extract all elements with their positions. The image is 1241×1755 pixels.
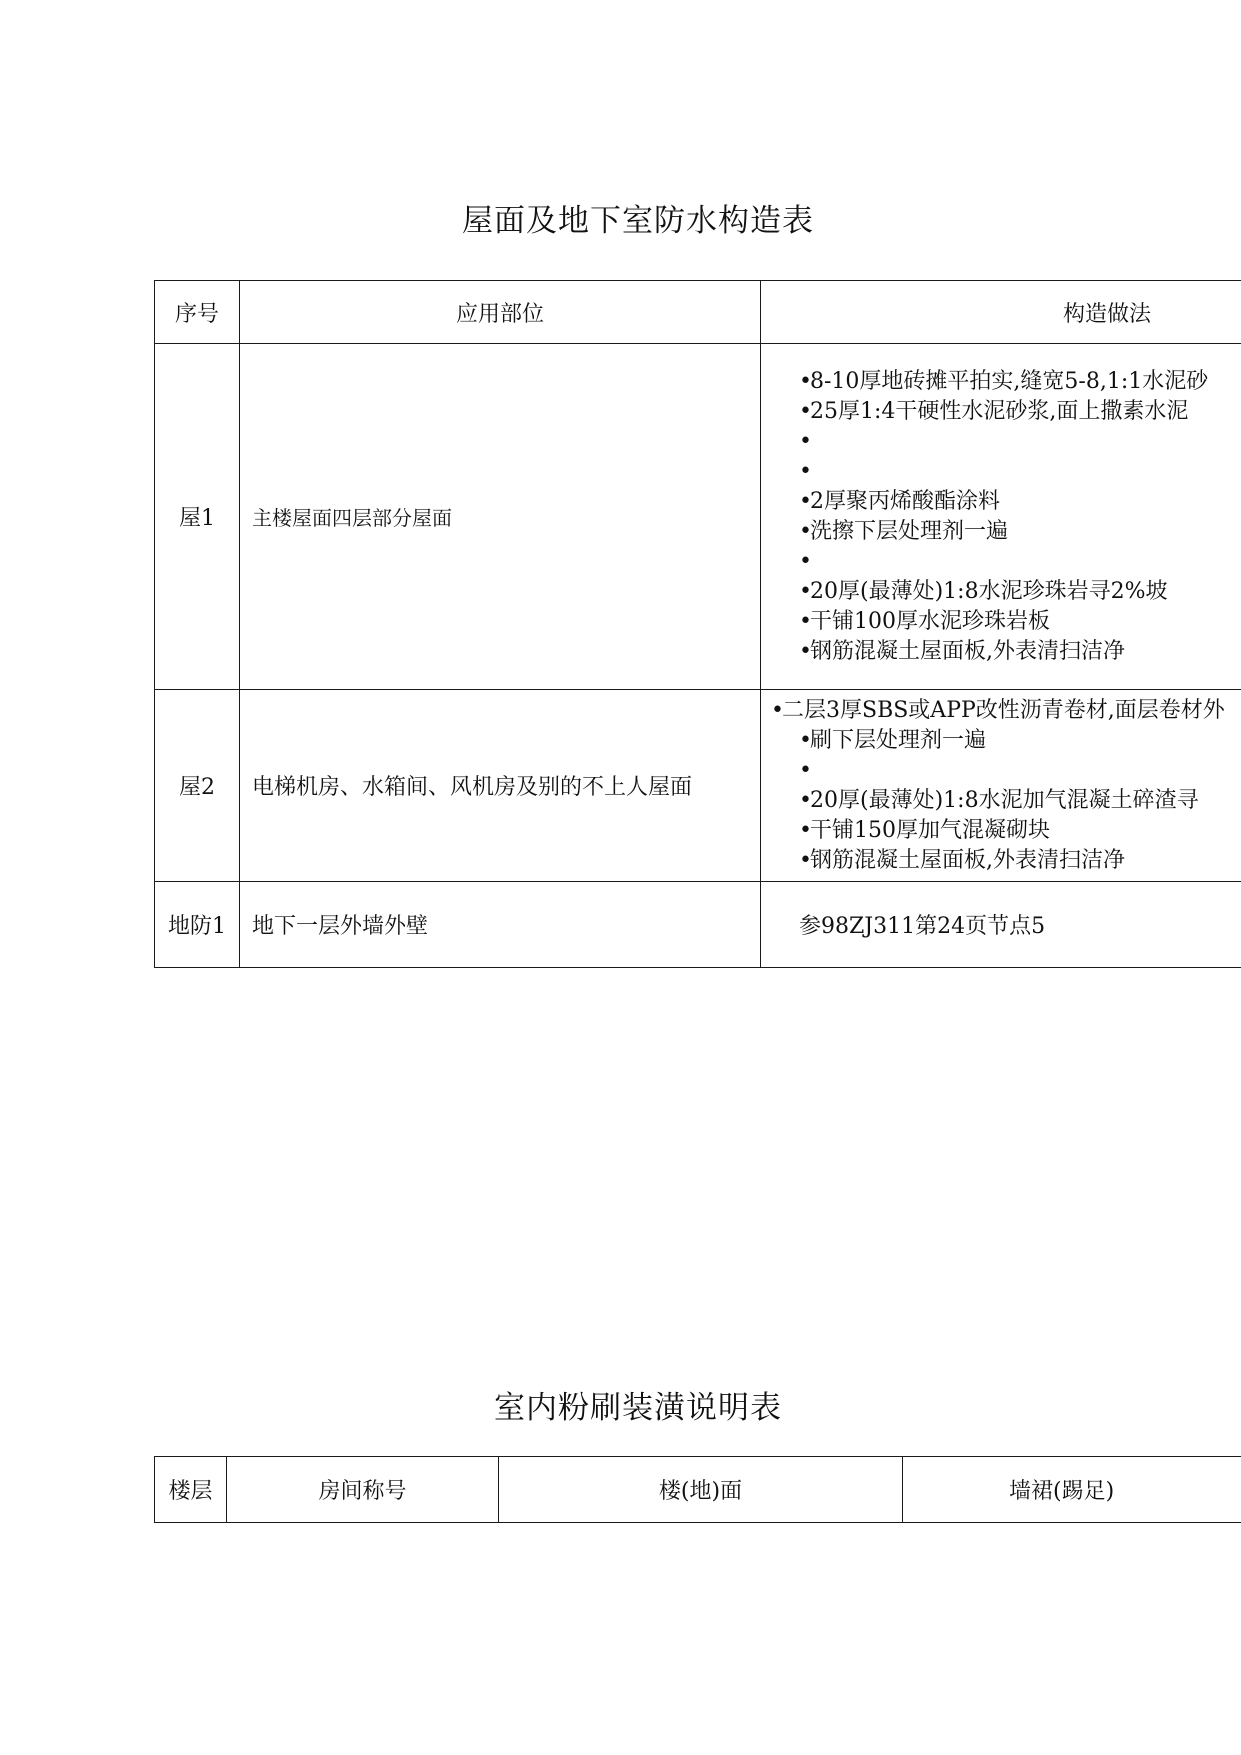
interior-finish-table [154, 1456, 1241, 1523]
method-line [799, 846, 1241, 876]
bullet: • [799, 458, 812, 484]
table-row [155, 882, 1241, 968]
row-seq: 屋1 [155, 344, 240, 690]
row-location: 主楼屋面四层部分屋面 [240, 344, 761, 690]
header-row [155, 1457, 1241, 1523]
bullet: • [771, 697, 784, 723]
method-line [799, 547, 1241, 577]
table-row [155, 690, 1241, 882]
method-text: 20厚(最薄处)1:8水泥珍珠岩寻2%坡 [810, 578, 1168, 604]
table1-title: 屋面及地下室防水构造表 [462, 203, 814, 239]
method-text: 20厚(最薄处)1:8水泥加气混凝土碎渣寻 [810, 787, 1199, 813]
bullet: • [799, 428, 812, 454]
method-text: 干铺100厚水泥珍珠岩板 [810, 608, 1050, 634]
method-line [799, 487, 1241, 517]
method-text: 2厚聚丙烯酸酯涂料 [810, 488, 1000, 514]
header-method-label: 构造做法 [1063, 301, 1152, 327]
header-location: 应用部位 [240, 281, 761, 344]
row-location: 地下一层外墙外壁 [240, 882, 761, 968]
method-text: 8-10厚地砖摊平拍实,缝宽5-8,1:1水泥砂 [810, 368, 1209, 394]
method-line [799, 786, 1241, 816]
row-seq: 地防1 [155, 882, 240, 968]
method-line [771, 696, 1241, 726]
method-text: 干铺150厚加气混凝砌块 [810, 817, 1050, 843]
row-location: 电梯机房、水箱间、风机房及别的不上人屋面 [240, 690, 761, 882]
bullet: • [799, 847, 812, 873]
header-ground: 楼(地)面 [499, 1457, 903, 1523]
method-text: 25厚1:4干硬性水泥砂浆,面上撒素水泥 [810, 398, 1189, 424]
header-dado-label: 墙裙(踢足) [1009, 1479, 1115, 1504]
table2-title: 室内粉刷装潢说明表 [494, 1390, 782, 1426]
header-floor: 楼层 [155, 1457, 227, 1523]
row-method [761, 882, 1241, 968]
bullet: • [799, 548, 812, 574]
method-line [799, 367, 1241, 397]
bullet: • [799, 518, 812, 544]
method-text: 钢筋混凝土屋面板,外表清扫洁净 [810, 638, 1125, 664]
method-line [799, 816, 1241, 846]
method-line [799, 577, 1241, 607]
method-text: 参98ZJ311第24页节点5 [799, 914, 1046, 939]
row-method [761, 690, 1241, 882]
header-room: 房间称号 [227, 1457, 499, 1523]
bullet: • [799, 608, 812, 634]
bullet: • [799, 488, 812, 514]
method-text: 钢筋混凝土屋面板,外表清扫洁净 [810, 847, 1125, 873]
header-dado [903, 1457, 1241, 1523]
method-text: 洗擦下层处理剂一遍 [810, 518, 1009, 544]
bullet: • [799, 578, 812, 604]
header-seq: 序号 [155, 281, 240, 344]
bullet: • [799, 727, 812, 753]
method-line [799, 756, 1241, 786]
header-row [155, 281, 1241, 344]
bullet: • [799, 787, 812, 813]
bullet: • [799, 757, 812, 783]
method-text: 刷下层处理剂一遍 [810, 727, 987, 753]
waterproofing-table [154, 280, 1241, 968]
method-line [799, 517, 1241, 547]
header-method [761, 281, 1241, 344]
table-row [155, 344, 1241, 690]
bullet: • [799, 398, 812, 424]
row-method [761, 344, 1241, 690]
bullet: • [799, 817, 812, 843]
method-line [799, 607, 1241, 637]
method-line [799, 427, 1241, 457]
method-text: 二层3厚SBS或APP改性沥青卷材,面层卷材外 [782, 697, 1225, 723]
bullet: • [799, 638, 812, 664]
method-line [799, 637, 1241, 667]
bullet: • [799, 368, 812, 394]
method-line [799, 397, 1241, 427]
method-line [799, 457, 1241, 487]
method-line [799, 726, 1241, 756]
row-seq: 屋2 [155, 690, 240, 882]
